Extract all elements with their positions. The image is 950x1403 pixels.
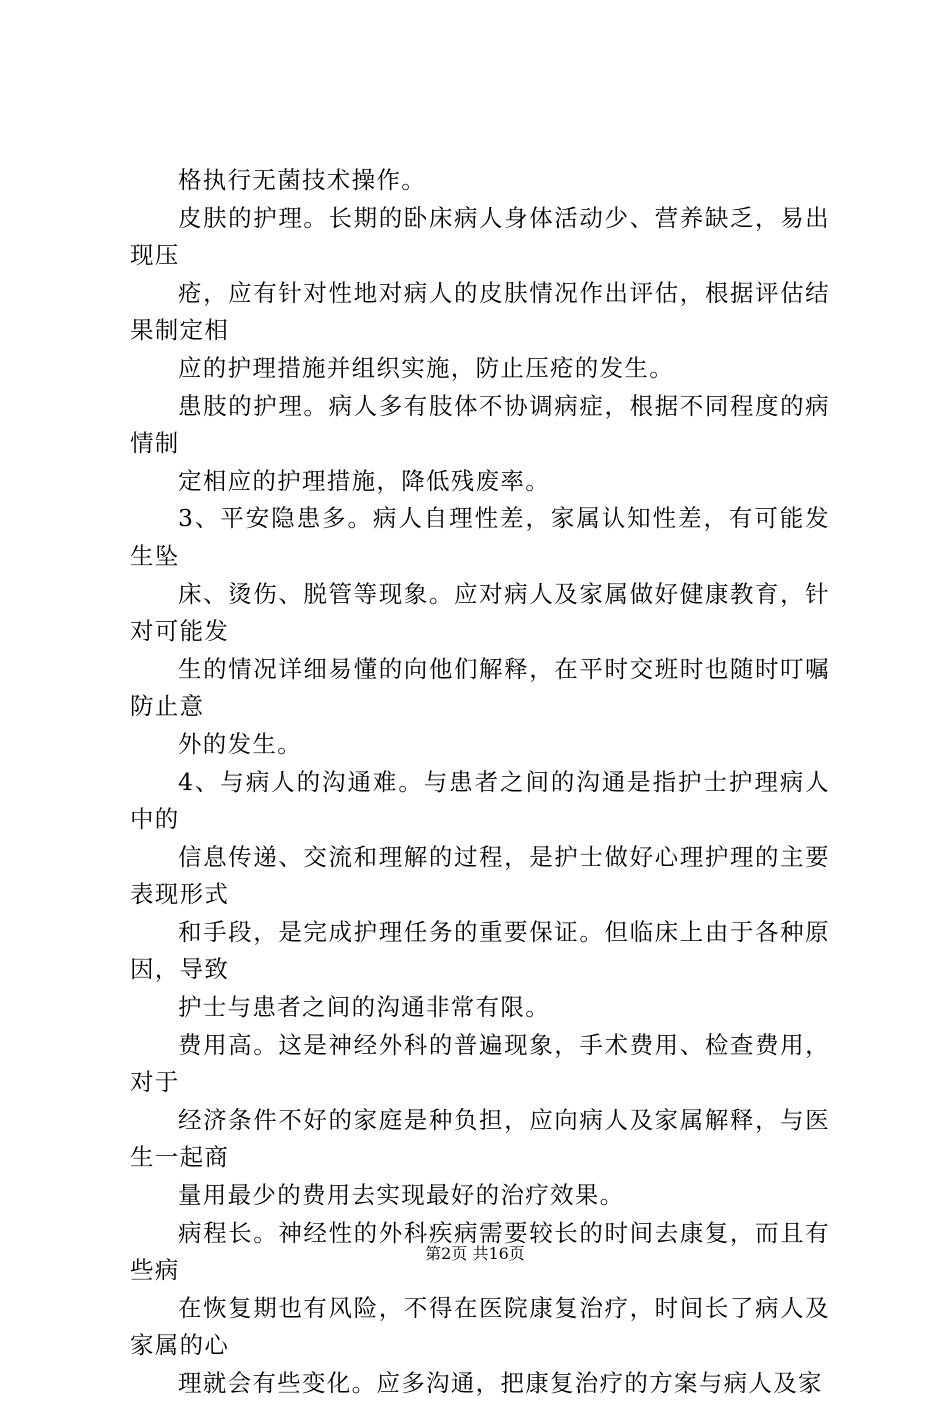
paragraph: 量用最少的费用去实现最好的治疗效果。 [178, 1181, 625, 1210]
paragraph: 信息传递、交流和理解的过程，是护士做好心理护理的主要表现形式 [130, 842, 830, 909]
paragraph: 经济条件不好的家庭是种负担，应向病人及家属解释，与医生一起商 [130, 1105, 830, 1172]
paragraph: 4、与病人的沟通难。与患者之间的沟通是指护士护理病人中的 [130, 767, 830, 834]
paragraph: 定相应的护理措施，降低残废率。 [178, 466, 550, 495]
paragraph: 患肢的护理。病人多有肢体不协调病症，根据不同程度的病情制 [130, 391, 830, 458]
page-number-footer: 第2页 共16页 [425, 1244, 525, 1263]
paragraph: 皮肤的护理。长期的卧床病人身体活动少、营养缺乏，易出现压 [130, 203, 830, 270]
paragraph: 护士与患者之间的沟通非常有限。 [178, 993, 550, 1022]
paragraph: 外的发生。 [178, 729, 302, 758]
paragraph: 床、烫伤、脱管等现象。应对病人及家属做好健康教育，针对可能发 [130, 579, 830, 646]
paragraph: 费用高。这是神经外科的普遍现象，手术费用、检查费用，对于 [130, 1030, 830, 1097]
paragraph: 理就会有些变化。应多沟通，把康复治疗的方案与病人及家 [178, 1369, 823, 1397]
paragraph: 和手段，是完成护理任务的重要保证。但临床上由于各种原因，导致 [130, 917, 830, 984]
paragraph: 应的护理措施并组织实施，防止压疮的发生。 [178, 353, 674, 382]
document-body [130, 162, 830, 1403]
paragraph: 病程长。神经性的外科疾病需要较长的时间去康复，而且有些病 [130, 1218, 830, 1285]
paragraph: 3、平安隐患多。病人自理性差，家属认知性差，有可能发生坠 [130, 504, 830, 570]
paragraph: 生的情况详细易懂的向他们解释，在平时交班时也随时叮嘱防止意 [130, 654, 830, 721]
paragraph: 在恢复期也有风险，不得在医院康复治疗，时间长了病人及家属的心 [130, 1293, 830, 1360]
paragraph: 疮，应有针对性地对病人的皮肤情况作出评估，根据评估结果制定相 [130, 278, 830, 345]
paragraph: 格执行无菌技术操作。 [178, 166, 426, 194]
